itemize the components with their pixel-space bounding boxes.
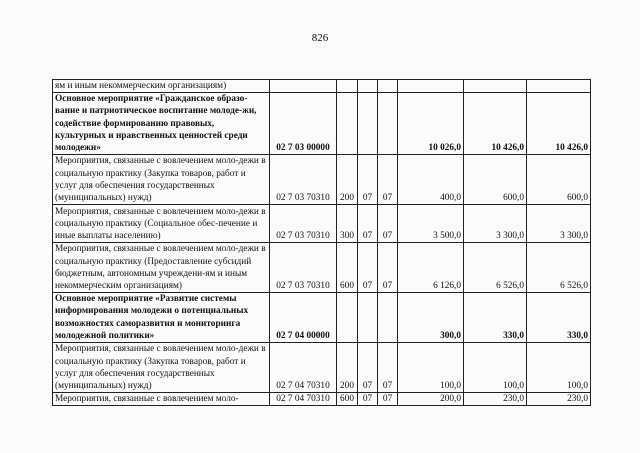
amount-year-2: 600,0 — [464, 155, 527, 205]
amount-year-3: 10 426,0 — [527, 93, 591, 155]
amount-year-1: 3 500,0 — [398, 205, 464, 243]
amount-year-1 — [398, 80, 464, 93]
expense-type — [337, 293, 358, 343]
row-description: ям и иным некоммерческим организациям) — [53, 80, 270, 93]
subsection-code — [378, 93, 398, 155]
amount-year-2: 330,0 — [464, 293, 527, 343]
amount-year-2: 3 300,0 — [464, 205, 527, 243]
section-code — [358, 80, 378, 93]
amount-year-1: 10 026,0 — [398, 93, 464, 155]
amount-year-3 — [527, 80, 591, 93]
target-article-code: 02 7 03 70310 — [270, 243, 337, 293]
table-row — [53, 93, 591, 155]
target-article-code — [270, 80, 337, 93]
row-description: Мероприятия, связанные с вовлечением моло-дежи в социальную практику (Предоставление субсидий бюджетным, автономным учреждени-ям и иным некоммерческим организациям) — [53, 243, 270, 293]
target-article-code: 02 7 03 70310 — [270, 155, 337, 205]
amount-year-1: 6 126,0 — [398, 243, 464, 293]
row-description: Мероприятия, связанные с вовлечением моло-дежи в социальную практику (Социальное обес-печение и иные выплаты населению) — [53, 205, 270, 243]
subsection-code — [378, 80, 398, 93]
row-description: Мероприятия, связанные с вовлечением моло-дежи в социальную практику (Закупка товаров, работ и услуг для обеспечения государственных (муниципальных) нужд) — [53, 343, 270, 393]
amount-year-1: 400,0 — [398, 155, 464, 205]
amount-year-1: 300,0 — [398, 293, 464, 343]
table-row — [53, 293, 591, 343]
table-row — [53, 343, 591, 393]
expense-type: 200 — [337, 343, 358, 393]
amount-year-3: 330,0 — [527, 293, 591, 343]
target-article-code: 02 7 04 70310 — [270, 393, 337, 406]
row-description: Основное мероприятие «Гражданское образо-вание и патриотическое воспитание молоде-жи, содействие формированию правовых, культурных и нравственных ценностей среди молодежи» — [53, 93, 270, 155]
section-code: 07 — [358, 343, 378, 393]
subsection-code: 07 — [378, 243, 398, 293]
amount-year-3: 3 300,0 — [527, 205, 591, 243]
row-description: Мероприятия, связанные с вовлечением моло- — [53, 393, 270, 406]
page-number: 826 — [311, 32, 329, 44]
amount-year-1: 200,0 — [398, 393, 464, 406]
section-code — [358, 293, 378, 343]
amount-year-3: 6 526,0 — [527, 243, 591, 293]
table-row — [53, 155, 591, 205]
subsection-code: 07 — [378, 205, 398, 243]
amount-year-3: 100,0 — [527, 343, 591, 393]
section-code: 07 — [358, 205, 378, 243]
section-code: 07 — [358, 393, 378, 406]
expense-type — [337, 93, 358, 155]
target-article-code: 02 7 04 70310 — [270, 343, 337, 393]
subsection-code: 07 — [378, 393, 398, 406]
section-code: 07 — [358, 155, 378, 205]
section-code: 07 — [358, 243, 378, 293]
row-description: Основное мероприятие «Развитие системы информирования молодежи о потенциальных возможностях саморазвития и мониторинга молодежной политики» — [53, 293, 270, 343]
row-description: Мероприятия, связанные с вовлечением моло-дежи в социальную практику (Закупка товаров, работ и услуг для обеспечения государственных (муниципальных) нужд) — [53, 155, 270, 205]
amount-year-2: 230,0 — [464, 393, 527, 406]
expense-type: 600 — [337, 393, 358, 406]
table-row — [53, 393, 591, 406]
table-row — [53, 205, 591, 243]
amount-year-3: 230,0 — [527, 393, 591, 406]
amount-year-2 — [464, 80, 527, 93]
table-row — [53, 243, 591, 293]
target-article-code: 02 7 03 70310 — [270, 205, 337, 243]
expense-type — [337, 80, 358, 93]
section-code — [358, 93, 378, 155]
amount-year-2: 100,0 — [464, 343, 527, 393]
subsection-code — [378, 293, 398, 343]
expense-type: 200 — [337, 155, 358, 205]
expense-type: 300 — [337, 205, 358, 243]
target-article-code: 02 7 04 00000 — [270, 293, 337, 343]
amount-year-3: 600,0 — [527, 155, 591, 205]
subsection-code: 07 — [378, 155, 398, 205]
amount-year-1: 100,0 — [398, 343, 464, 393]
subsection-code: 07 — [378, 343, 398, 393]
table-row — [53, 80, 591, 93]
target-article-code: 02 7 03 00000 — [270, 93, 337, 155]
amount-year-2: 6 526,0 — [464, 243, 527, 293]
budget-table — [52, 79, 591, 406]
amount-year-2: 10 426,0 — [464, 93, 527, 155]
expense-type: 600 — [337, 243, 358, 293]
